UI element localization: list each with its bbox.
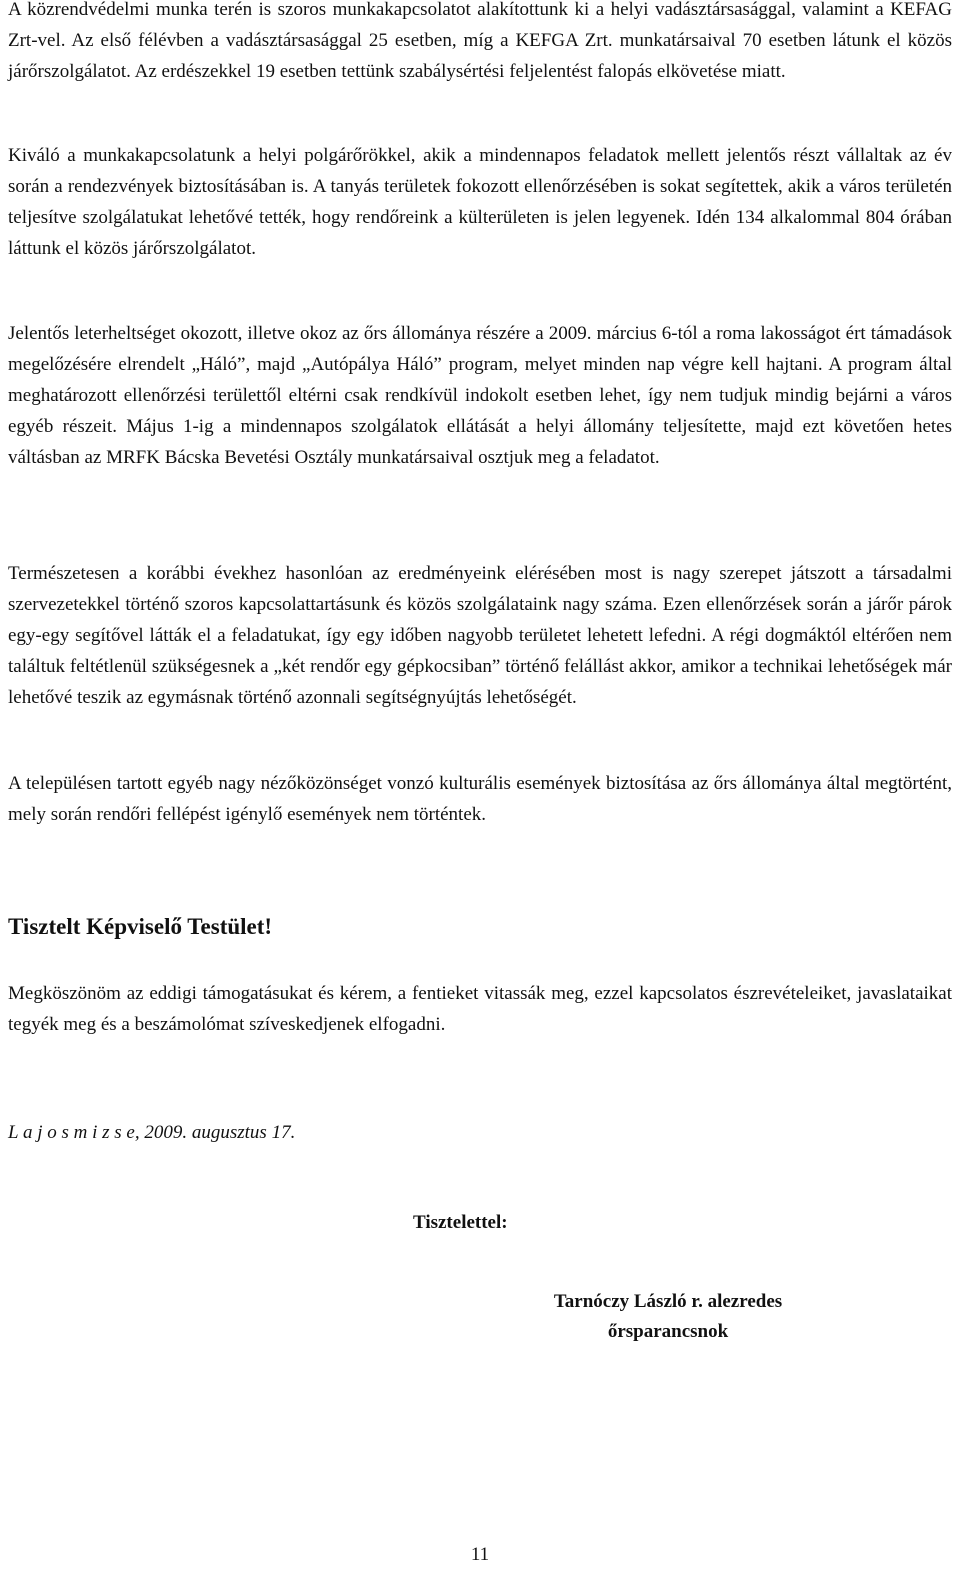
signer-title: őrsparancsnok <box>607 1321 729 1342</box>
dateline: L a j o s m i z s e, 2009. augusztus 17. <box>8 1122 296 1143</box>
signature-block <box>508 1287 828 1347</box>
page-number: 11 <box>470 1544 490 1565</box>
signer-name: Tarnóczy László r. alezredes <box>553 1291 783 1312</box>
paragraph-civil-guards: Kiváló a munkakapcsolatunk a helyi polgárőrökkel, akik a mindennapos feladatok mellett jelentős részt vállaltak az év során a rendezvények biztosításában is. A tanyás területek fokozott ellenőrzésében is sokat segítettek, akik a város területén teljesítve szolgálatukat lehetővé tették, hogy rendőreink a külterületen is jelen legyenek. Idén 134 alkalommal 804 órában láttunk el közös járőrszolgálatot. <box>8 145 952 259</box>
paragraph-halo-program: Jelentős leterheltséget okozott, illetve okoz az őrs állománya részére a 2009. március 6-tól a roma lakosságot ért támadások megelőzésére elrendelt „Háló”, majd „Autópálya Háló” program, melyet minden nap végre kell hajtani. A program által meghatározott ellenőrzési területtől eltérni csak rendkívül indokolt esetben lehet, így nem tudjuk mindig bejárni a város egyéb részeit. Május 1-ig a mindennapos szolgálatok ellátását a helyi állomány teljesítette, majd ezt követően hetes váltásban az MRFK Bácska Bevetési Osztály munkatársaival osztjuk meg a feladatot. <box>8 323 952 468</box>
paragraph-cooperation-hunting: A közrendvédelmi munka terén is szoros munkakapcsolatot alakítottunk ki a helyi vadásztársasággal, valamint a KEFAG Zrt-vel. Az első félévben a vadásztársasággal 25 esetben, míg a KEFGA Zrt. munkatársaival 70 esetben látunk el közös járőrszolgálatot. Az erdészekkel 19 esetben tettünk szabálysértési feljelentést falopás elkövetése miatt. <box>8 0 952 82</box>
closing-paragraph: Megköszönöm az eddigi támogatásukat és kérem, a fentieket vitassák meg, ezzel kapcsolatos észrevételeiket, javaslataikat tegyék meg és a beszámolómat szíveskedjenek elfogadni. <box>8 983 952 1035</box>
greeting: Tisztelettel: <box>413 1212 508 1233</box>
address-heading: Tisztelt Képviselő Testület! <box>8 914 273 939</box>
paragraph-cultural-events: A településen tartott egyéb nagy nézőközönséget vonzó kulturális események biztosítása az őrs állománya által megtörtént, mely során rendőri fellépést igénylő események nem történtek. <box>8 773 952 825</box>
paragraph-results: Természetesen a korábbi évekhez hasonlóan az eredményeink elérésében most is nagy szerepet játszott a társadalmi szervezetekkel történő szoros kapcsolattartásunk és közös szolgálataink nagy száma. Ezen ellenőrzések során a járőr párok egy-egy segítővel látták el a feladatukat, így egy időben nagyobb területet lehetett lefedni. A régi dogmáktól eltérően nem találtuk feltétlenül szükségesnek a „két rendőr egy gépkocsiban” történő felállást akkor, amikor a technikai lehetőségek már lehetővé teszik az egymásnak történő azonnali segítségnyújtás lehetőségét. <box>8 563 952 708</box>
